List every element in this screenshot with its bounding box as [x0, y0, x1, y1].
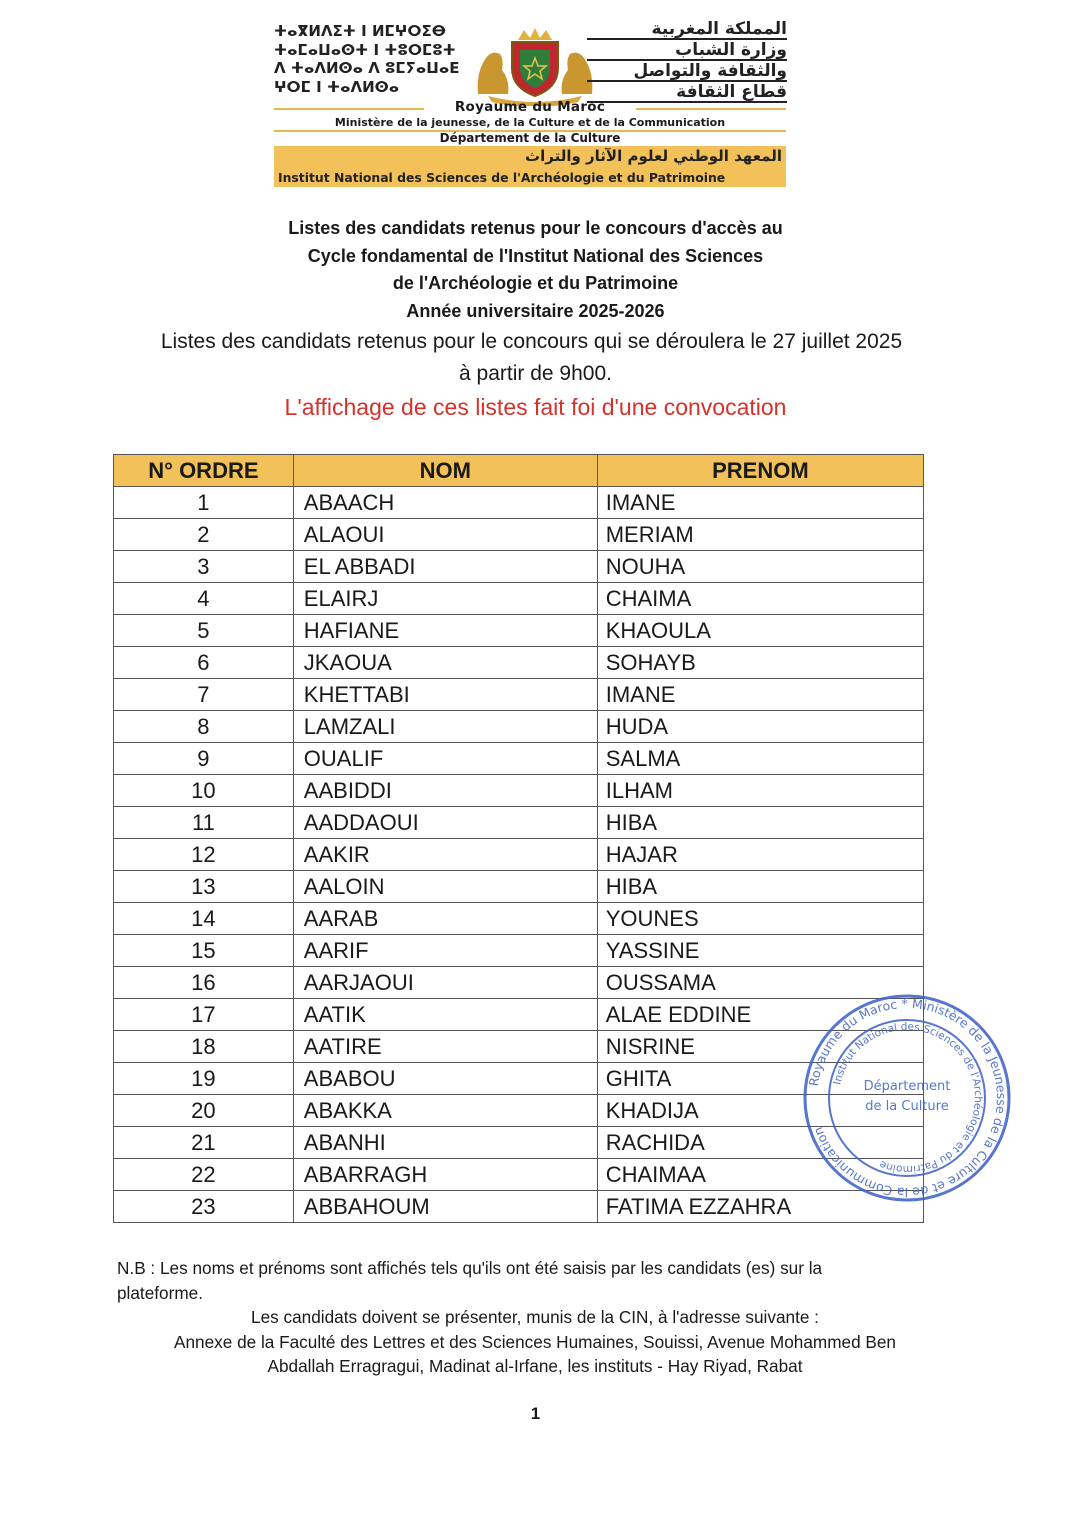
letterhead-royaume: Royaume du Maroc	[274, 99, 786, 115]
nb-note	[117, 1256, 897, 1305]
stamp-outer-text: Royaume du Maroc * Ministère de la Jeunesse de la Culture et de la Communication	[805, 995, 1010, 1201]
title-line: de l'Archéologie et du Patrimoine	[392, 273, 679, 293]
tifinagh-line: ⵖⵔⵎ ⵏ ⵜⴰⴷⵍⵙⴰ	[274, 77, 400, 96]
cell-prenom: HIBA	[597, 807, 923, 839]
table-header-row	[114, 455, 924, 487]
table-row	[114, 679, 924, 711]
cell-ordre: 17	[114, 999, 294, 1031]
table-row	[114, 583, 924, 615]
royal-coat-of-arms-emblem	[470, 24, 600, 106]
letterhead-tifinagh	[274, 22, 464, 96]
cell-prenom: IMANE	[597, 679, 923, 711]
cell-ordre: 8	[114, 711, 294, 743]
column-header-nom: NOM	[293, 455, 597, 487]
institut-name-arabic: المعهد الوطني لعلوم الآثار والتراث	[525, 147, 782, 165]
cell-prenom: KHAOULA	[597, 615, 923, 647]
table-row	[114, 519, 924, 551]
cell-prenom: OUSSAMA	[597, 967, 923, 999]
stamp-center-line: de la Culture	[865, 1099, 949, 1114]
official-stamp-seal	[800, 993, 1015, 1203]
cell-nom: ABARRAGH	[293, 1159, 597, 1191]
cell-prenom: HIBA	[597, 871, 923, 903]
cell-nom: EL ABBADI	[293, 551, 597, 583]
cell-nom: HAFIANE	[293, 615, 597, 647]
table-row	[114, 775, 924, 807]
table-row	[114, 807, 924, 839]
cell-nom: ABANHI	[293, 1127, 597, 1159]
cell-nom: KHETTABI	[293, 679, 597, 711]
convocation-notice: L'affichage de ces listes fait foi d'une convocation	[284, 394, 787, 420]
subtitle-line: Listes des candidats retenus pour le concours qui se déroulera le 27 juillet 2025	[160, 330, 903, 353]
cell-nom: OUALIF	[293, 743, 597, 775]
table-row	[114, 871, 924, 903]
table-row	[114, 903, 924, 935]
title-line: Cycle fondamental de l'Institut National des Sciences	[307, 246, 764, 266]
cell-prenom: YASSINE	[597, 935, 923, 967]
cell-ordre: 13	[114, 871, 294, 903]
letterhead-institut-banner	[274, 146, 786, 187]
cell-nom: ABAACH	[293, 487, 597, 519]
cell-prenom: SALMA	[597, 743, 923, 775]
stamp-center-line: Département	[863, 1079, 951, 1094]
title-line: Année universitaire 2025-2026	[406, 301, 665, 321]
cell-ordre: 21	[114, 1127, 294, 1159]
cell-nom: JKAOUA	[293, 647, 597, 679]
cell-prenom: YOUNES	[597, 903, 923, 935]
cell-nom: AADDAOUI	[293, 807, 597, 839]
letterhead-arabic	[587, 20, 787, 104]
cell-nom: AARJAOUI	[293, 967, 597, 999]
cell-nom: ELAIRJ	[293, 583, 597, 615]
cell-prenom: FATIMA EZZAHRA	[597, 1191, 923, 1223]
cell-ordre: 10	[114, 775, 294, 807]
address-line: Annexe de la Faculté des Lettres et des Sciences Humaines, Souissi, Avenue Mohammed Ben	[174, 1331, 896, 1352]
tifinagh-line: ⵜⴰⵎⴰⵡⴰⵙⵜ ⵏ ⵜⵓⵔⵎⵓⵜ	[274, 40, 456, 59]
cell-nom: AATIK	[293, 999, 597, 1031]
cell-nom: AALOIN	[293, 871, 597, 903]
cell-ordre: 9	[114, 743, 294, 775]
cell-ordre: 23	[114, 1191, 294, 1223]
address-line: Les candidats doivent se présenter, munis de la CIN, à l'adresse suivante :	[251, 1307, 819, 1327]
note-line: plateforme.	[117, 1282, 203, 1303]
institut-name-french: Institut National des Sciences de l'Archéologie et du Patrimoine	[278, 170, 726, 185]
table-row	[114, 935, 924, 967]
cell-ordre: 7	[114, 679, 294, 711]
cell-prenom: NISRINE	[597, 1031, 923, 1063]
cell-prenom: HUDA	[597, 711, 923, 743]
letterhead-ministere: Ministère de la jeunesse, de la Culture et de la Communication	[274, 116, 786, 132]
stamp-inner-text: Institut National des Sciences de l'Archéologie et du Patrimoine	[831, 1020, 985, 1176]
cell-ordre: 14	[114, 903, 294, 935]
page-number: 1	[530, 1404, 541, 1423]
tifinagh-line: ⴷ ⵜⴰⴷⵍⵙⴰ ⴷ ⵓⵎⵢⴰⵡⴰⴹ	[274, 59, 460, 77]
title-line: Listes des candidats retenus pour le concours d'accès au	[288, 218, 783, 238]
table-row	[114, 743, 924, 775]
cell-prenom: SOHAYB	[597, 647, 923, 679]
arabic-line: وزارة الشباب	[587, 41, 787, 61]
note-line: N.B : Les noms et prénoms sont affichés tels qu'ils ont été saisis par les candidats (es) sur la	[117, 1258, 823, 1278]
cell-ordre: 3	[114, 551, 294, 583]
cell-nom: LAMZALI	[293, 711, 597, 743]
cell-prenom: IMANE	[597, 487, 923, 519]
cell-nom: ABABOU	[293, 1063, 597, 1095]
cell-nom: ALAOUI	[293, 519, 597, 551]
column-header-prenom: PRENOM	[597, 455, 923, 487]
cell-ordre: 12	[114, 839, 294, 871]
cell-prenom: GHITA	[597, 1063, 923, 1095]
table-row	[114, 839, 924, 871]
arabic-line: والثقافة والتواصل	[587, 62, 787, 82]
cell-nom: AARIF	[293, 935, 597, 967]
cell-nom: ABAKKA	[293, 1095, 597, 1127]
exam-address	[100, 1305, 970, 1379]
cell-ordre: 16	[114, 967, 294, 999]
cell-ordre: 1	[114, 487, 294, 519]
arabic-line: المملكة المغربية	[587, 20, 787, 40]
table-row	[114, 487, 924, 519]
cell-prenom: NOUHA	[597, 551, 923, 583]
table-row	[114, 711, 924, 743]
cell-nom: AABIDDI	[293, 775, 597, 807]
cell-ordre: 15	[114, 935, 294, 967]
cell-nom: AAKIR	[293, 839, 597, 871]
cell-prenom: ILHAM	[597, 775, 923, 807]
cell-prenom: ALAE EDDINE	[597, 999, 923, 1031]
cell-nom: AATIRE	[293, 1031, 597, 1063]
cell-ordre: 19	[114, 1063, 294, 1095]
cell-ordre: 6	[114, 647, 294, 679]
cell-prenom: HAJAR	[597, 839, 923, 871]
cell-ordre: 20	[114, 1095, 294, 1127]
address-line: Abdallah Erragragui, Madinat al-Irfane, les instituts - Hay Riyad, Rabat	[267, 1356, 803, 1376]
cell-ordre: 11	[114, 807, 294, 839]
tifinagh-line: ⵜⴰⴳⵍⴷⵉⵜ ⵏ ⵍⵎⵖⵔⵉⴱ	[274, 22, 446, 40]
table-row	[114, 647, 924, 679]
cell-prenom: RACHIDA	[597, 1127, 923, 1159]
letterhead-departement: Département de la Culture	[439, 131, 621, 145]
cell-ordre: 18	[114, 1031, 294, 1063]
cell-prenom: KHADIJA	[597, 1095, 923, 1127]
cell-ordre: 22	[114, 1159, 294, 1191]
cell-ordre: 2	[114, 519, 294, 551]
table-row	[114, 615, 924, 647]
cell-ordre: 4	[114, 583, 294, 615]
cell-prenom: CHAIMA	[597, 583, 923, 615]
cell-nom: AARAB	[293, 903, 597, 935]
arabic-line: قطاع الثقافة	[587, 83, 787, 103]
cell-prenom: MERIAM	[597, 519, 923, 551]
cell-ordre: 5	[114, 615, 294, 647]
column-header-ordre: N° ORDRE	[114, 455, 294, 487]
subtitle-line: à partir de 9h00.	[459, 362, 612, 385]
cell-nom: ABBAHOUM	[293, 1191, 597, 1223]
cell-prenom: CHAIMAA	[597, 1159, 923, 1191]
table-row	[114, 551, 924, 583]
